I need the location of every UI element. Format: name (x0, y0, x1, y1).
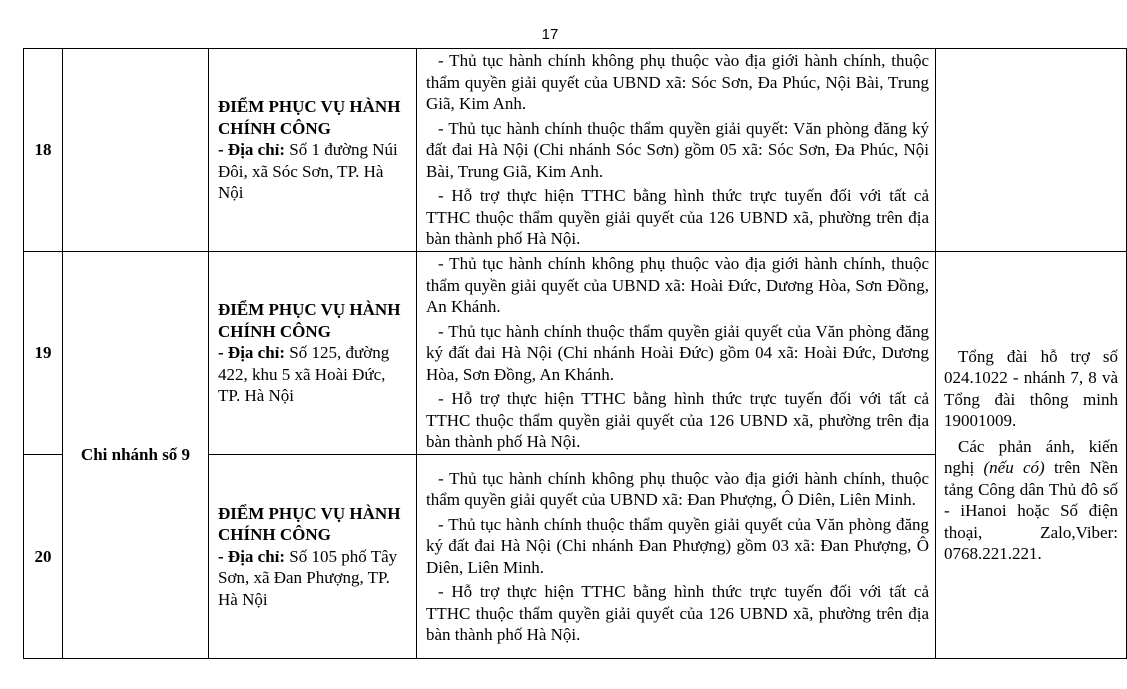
address-cell (209, 49, 417, 252)
feedback-text-a: Các phản ánh, kiến nghị (944, 436, 1118, 477)
procedure-item: - Hỗ trợ thực hiện TTHC bằng hình thức trực tuyến đối với tất cả TTHC thuộc thẩm quyền giải quyết của 126 UBND xã, phường trên địa bàn thành phố Hà Nội. (426, 186, 929, 249)
row-number: 20 (24, 455, 63, 659)
procedure-item: - Thủ tục hành chính thuộc thẩm quyền giải quyết: Văn phòng đăng ký đất đai Hà Nội (Chi nhánh Sóc Sơn) gồm 05 xã: Sóc Sơn, Đa Phúc, Nội Bài, Trung Giã, Kim Anh. (426, 118, 929, 181)
address-cell (209, 455, 417, 659)
address-label: - Địa chỉ: (218, 546, 286, 566)
address-title: ĐIỂM PHỤC VỤ HÀNH CHÍNH CÔNG (218, 503, 401, 545)
address-title: ĐIỂM PHỤC VỤ HÀNH CHÍNH CÔNG (218, 300, 401, 341)
procedure-item: - Thủ tục hành chính không phụ thuộc vào địa giới hành chính, thuộc thẩm quyền giải quyết của UBND xã: Đan Phượng, Ô Diên, Liên Minh. (426, 468, 929, 509)
table-row (24, 252, 1127, 455)
address-text: Số 1 đường Núi Đôi, xã Sóc Sơn, TP. Hà Nội (218, 140, 398, 203)
address-line (218, 342, 410, 407)
page-number: 17 (541, 26, 559, 43)
row-number: 19 (24, 252, 63, 455)
address-label: - Địa chỉ: (218, 140, 286, 160)
address-label: - Địa chỉ: (218, 343, 286, 363)
procedure-item: - Thủ tục hành chính thuộc thẩm quyền giải quyết của Văn phòng đăng ký đất đai Hà Nội (Chi nhánh Hoài Đức) gồm 04 xã: Hoài Đức, Dương Hòa, Sơn Đồng, An Khánh. (426, 321, 929, 384)
hotline-text: Tổng đài hỗ trợ số 024.1022 - nhánh 7, 8 và Tổng đài thông minh 19001009. (944, 346, 1118, 430)
address-line (218, 139, 410, 204)
address-line (218, 546, 410, 611)
procedure-item: - Hỗ trợ thực hiện TTHC bằng hình thức trực tuyến đối với tất cả TTHC thuộc thẩm quyền giải quyết của 126 UBND xã, phường trên địa bàn thành phố Hà Nội. (426, 389, 929, 452)
procedures-cell (417, 252, 936, 455)
hotline-cell-empty (936, 49, 1127, 252)
branch-name: Chi nhánh số 9 (63, 252, 209, 659)
address-title: ĐIỂM PHỤC VỤ HÀNH CHÍNH CÔNG (218, 97, 401, 138)
branch-cell-empty (63, 49, 209, 252)
address-text: Số 105 phố Tây Sơn, xã Đan Phượng, TP. Hà Nội (218, 546, 398, 609)
hotline-cell (936, 252, 1127, 659)
procedure-item: - Thủ tục hành chính thuộc thẩm quyền giải quyết của Văn phòng đăng ký đất đai Hà Nội (Chi nhánh Đan Phượng) gồm 03 xã: Đan Phượng, Ô Diên, Liên Minh. (426, 514, 929, 577)
service-points-table (23, 48, 1127, 659)
table-row (24, 49, 1127, 252)
procedures-cell (417, 455, 936, 659)
row-number: 18 (24, 49, 63, 252)
feedback-text (944, 436, 1118, 565)
feedback-text-b: trên Nền tảng Công dân Thủ đô số - iHanoi hoặc Số điện thoại, Zalo,Viber: 0768.221.221. (944, 458, 1118, 563)
procedure-item: - Thủ tục hành chính không phụ thuộc vào địa giới hành chính, thuộc thẩm quyền giải quyết của UBND xã: Hoài Đức, Dương Hòa, Sơn Đồng, An Khánh. (426, 254, 929, 317)
procedure-item: - Thủ tục hành chính không phụ thuộc vào địa giới hành chính, thuộc thẩm quyền giải quyết của UBND xã: Sóc Sơn, Đa Phúc, Nội Bài, Trung Giã, Kim Anh. (426, 51, 929, 114)
procedure-item: - Hỗ trợ thực hiện TTHC bằng hình thức trực tuyến đối với tất cả TTHC thuộc thẩm quyền giải quyết của 126 UBND xã, phường trên địa bàn thành phố Hà Nội. (426, 582, 929, 644)
address-cell (209, 252, 417, 455)
procedures-cell (417, 49, 936, 252)
address-text: Số 125, đường 422, khu 5 xã Hoài Đức, TP. Hà Nội (218, 343, 390, 406)
feedback-italic: (nếu có) (983, 458, 1045, 477)
